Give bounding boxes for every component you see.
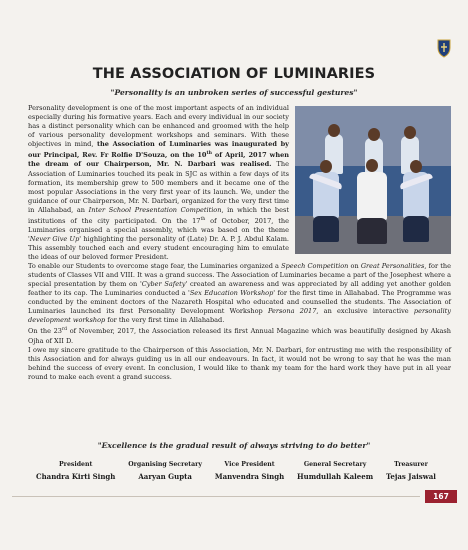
text-segment: I owe my sincere gratitude to the Chairperson of this Association, Mr. N. Darbari, for entrusting me with the responsibility of this Association and for always guiding us in all our endeavours. In fact, it would not be wrong to say that he was the man behind the success of every event. In conclusion, I would like to thank my team for the hard work they have put in all year round to make each event a grand success.	[28, 345, 451, 381]
text-segment: of April, 2017 when the dream of our Chairperson, Mr. N. Darbari was realised.	[28, 151, 290, 169]
officer-treasurer	[386, 461, 436, 481]
text-segment: Great Personalities,	[360, 262, 427, 271]
officer-role: President	[59, 461, 93, 468]
group-photo	[295, 106, 451, 254]
officer-role: Vice President	[224, 461, 275, 468]
text-segment: for the very first time in Allahabad.	[105, 316, 225, 325]
subtitle-quote: "Personality is an unbroken series of successful gestures"	[110, 88, 358, 97]
text-segment: 'Sex Education Workshop'	[188, 289, 276, 298]
page-number: 167	[425, 490, 457, 503]
officer-organising-secretary	[128, 461, 202, 481]
text-segment: 'Cyber Safety'	[139, 280, 188, 289]
text-segment: an exclusive interactive	[318, 307, 414, 316]
officer-name: Humdullah Kaleem	[297, 472, 374, 481]
text-segment: of October, 2017, the Luminaries organised a special assembly, which was based on the theme	[28, 216, 289, 234]
text-segment: Inter School Presentation Competition,	[88, 205, 224, 214]
school-crest-icon	[436, 38, 452, 58]
text-segment: On the 23	[28, 327, 62, 336]
closing-quote: "Excellence is the gradual result of always striving to do better"	[97, 441, 371, 450]
text-segment: Personality development is one of the most important aspects of an individual especially during his formative years. Each and every individual in our society has a distinct personality which can be enhanced and groomed with the help of various personality development workshops and seminars. With these objectives in mind,	[28, 104, 289, 149]
text-segment: for the students of Classes VII and VIII. It was a grand success. The Association of Luminaries became a part of the Josephest where a special presentation by them on	[28, 262, 452, 289]
text-segment: th	[200, 216, 206, 222]
officer-name: Manvendra Singh	[214, 472, 285, 481]
officer-name: Tejas Jaiswal	[385, 472, 436, 481]
officers-list	[36, 461, 436, 481]
text-segment: for the first time in Allahabad. The Programme was conducted by the eminent doctors of the Nazareth Hospital who educated and counselled the students. The Association of Luminaries launched its first Personality Development Workshop	[28, 289, 451, 316]
text-segment: on	[348, 262, 361, 271]
footer-rule	[12, 496, 420, 497]
paragraph	[28, 262, 451, 325]
text-segment: rd	[61, 327, 68, 333]
text-segment: Persona 2017,	[267, 307, 319, 316]
paragraph	[28, 346, 451, 382]
text-segment: th	[206, 151, 212, 157]
text-segment: of November, 2017, the Association released its first Annual Magazine which was beautifully designed by Akash Ojha of XII D.	[28, 327, 451, 345]
officer-role: Organising Secretary	[128, 461, 202, 468]
text-segment: To enable our Students to overcome stage fear, the Luminaries organized a	[28, 262, 282, 271]
officer-role: Treasurer	[394, 461, 428, 468]
officer-role: General Secretary	[303, 461, 367, 468]
article-body	[28, 104, 451, 382]
officer-name: Chandra Kirti Singh	[36, 472, 116, 481]
text-segment: created an awareness and was appreciated by all adding yet another golden feather to its cap. The Luminaries conducted a	[28, 280, 451, 298]
text-segment: personality development workshop	[28, 307, 452, 325]
text-segment: highlighting the personality of (Late) Dr. A. P. J. Abdul Kalam. This assembly touched each and every student encouraging him to emulate the ideas of our beloved former President.	[28, 235, 289, 262]
paragraph	[28, 325, 451, 345]
officer-name: Aaryan Gupta	[138, 472, 192, 481]
officer-vice-president	[215, 461, 284, 481]
text-segment: the Association of Luminaries was inaugurated by our Principal, Rev. Fr Rolfie D'Souza, on the 10	[28, 140, 289, 160]
text-segment: 'Never Give Up'	[28, 235, 82, 243]
officer-president	[36, 461, 115, 481]
page-title: THE ASSOCIATION OF LUMINARIES	[92, 66, 376, 82]
officer-general-secretary	[297, 461, 373, 481]
text-segment: in which the best institutions of the city participated. On the 17	[28, 205, 289, 225]
text-segment: Speech Competition	[281, 262, 349, 271]
text-segment: The Association of Luminaries touched its peak in SJC as within a few days of its formation, its membership grew to 500 members and it became one of the most popular Associations in the very first year of its launch. We, under the guidance of our Chairperson, Mr. N. Darbari, organized for the very first time in Allahabad, an	[28, 160, 289, 214]
